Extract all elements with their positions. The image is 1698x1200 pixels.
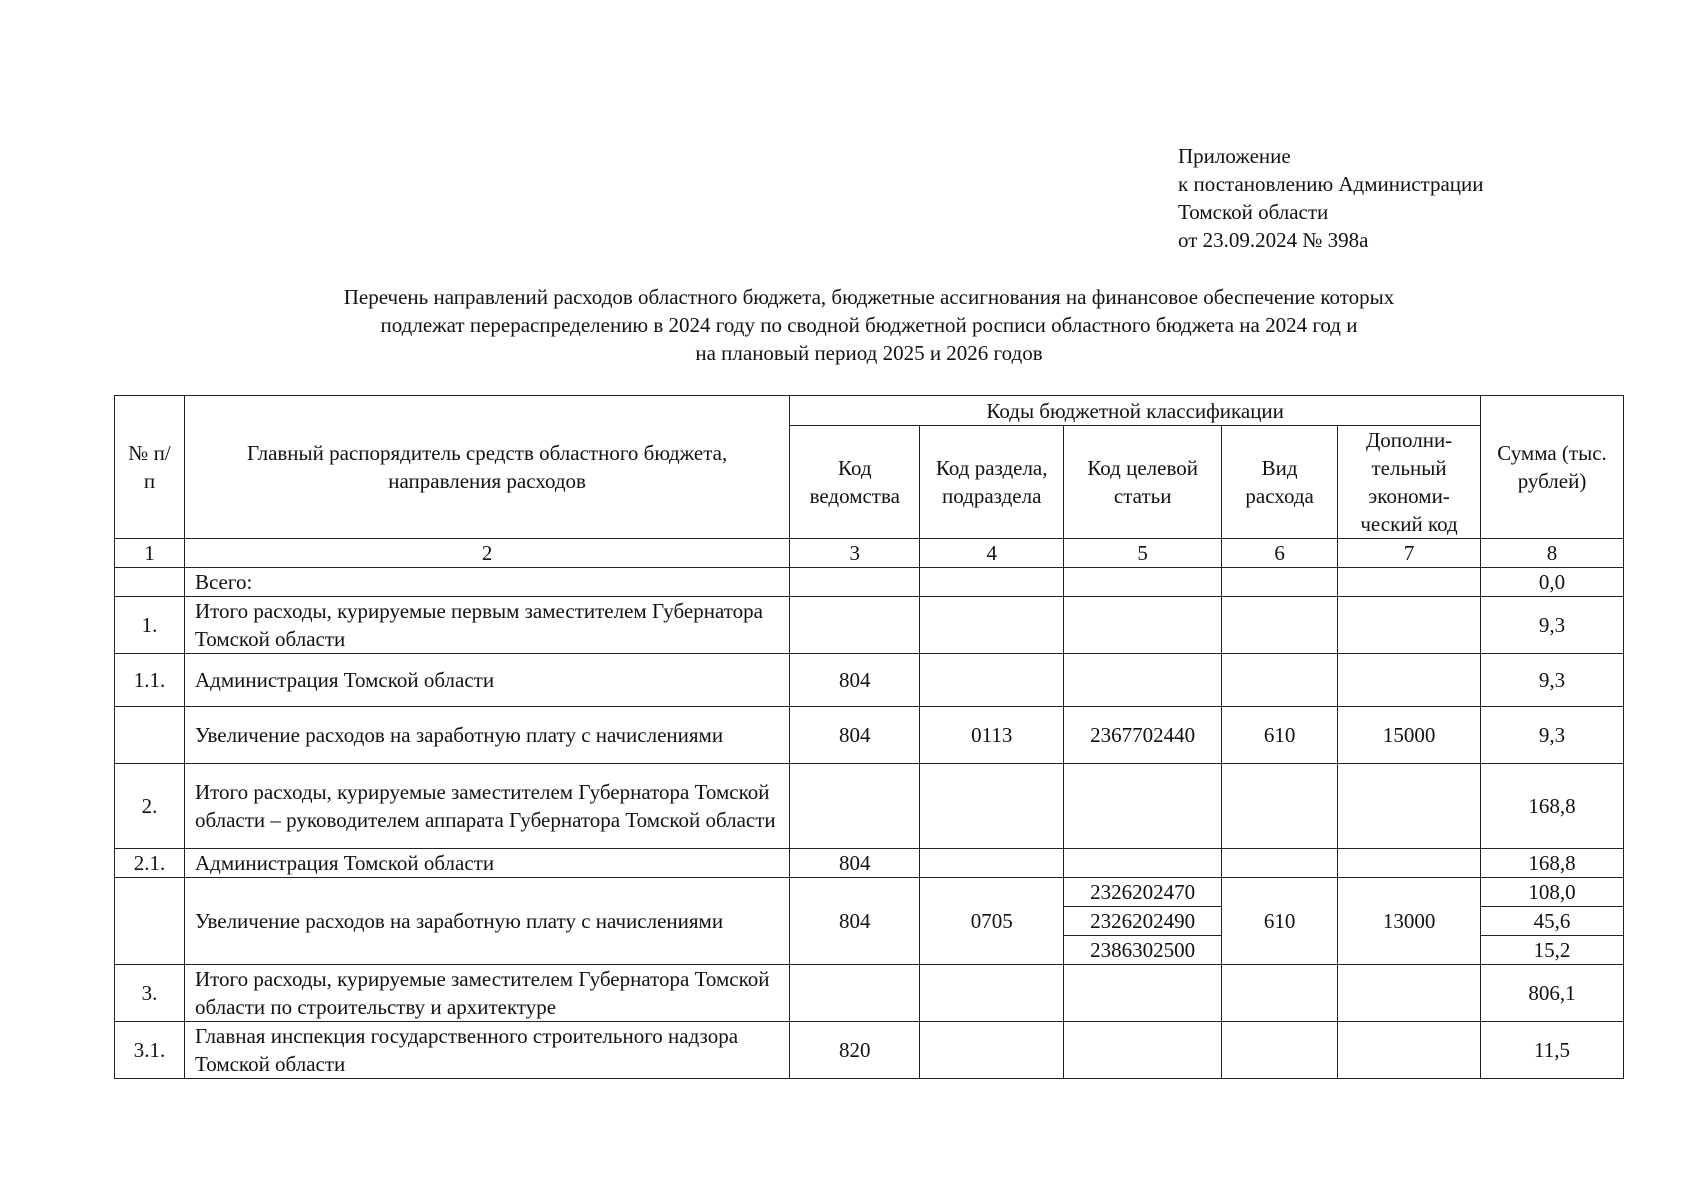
cell-dept: 804 — [790, 849, 920, 878]
table-row — [115, 849, 1624, 878]
title-line-1: Перечень направлений расходов областного бюджета, бюджетные ассигнования на финансовое обеспечение которых — [343, 285, 1395, 309]
header-row-1 — [115, 396, 1624, 426]
cell-expense-type — [1222, 849, 1338, 878]
cell-num: 3.1. — [115, 1022, 185, 1079]
cell-num: 1.1. — [115, 654, 185, 707]
cell-econ: 13000 — [1338, 878, 1481, 965]
cell-section: 0113 — [920, 707, 1064, 764]
cell-section — [920, 849, 1064, 878]
col-number: 4 — [920, 539, 1064, 568]
cell-target — [1064, 654, 1222, 707]
header-name: Главный распорядитель средств областного бюджета, направления расходов — [184, 396, 789, 539]
cell-target: 2326202470 — [1064, 878, 1222, 907]
cell-target — [1064, 965, 1222, 1022]
cell-dept — [790, 965, 920, 1022]
cell-expense-type — [1222, 597, 1338, 654]
cell-section — [920, 654, 1064, 707]
col-number: 5 — [1064, 539, 1222, 568]
column-numbers-row — [115, 539, 1624, 568]
cell-econ — [1338, 764, 1481, 849]
cell-name: Администрация Томской области — [184, 849, 789, 878]
cell-sum: 9,3 — [1481, 654, 1624, 707]
budget-table — [114, 395, 1624, 1079]
cell-section — [920, 965, 1064, 1022]
cell-econ — [1338, 849, 1481, 878]
header-dept-code: Код ведомства — [790, 426, 920, 539]
table-row-total — [115, 568, 1624, 597]
col-number: 2 — [184, 539, 789, 568]
cell-dept: 820 — [790, 1022, 920, 1079]
appendix-line-2: к постановлению Администрации — [1178, 172, 1484, 196]
appendix-line-1: Приложение — [1178, 144, 1291, 168]
table-row — [115, 764, 1624, 849]
cell-dept: 804 — [790, 878, 920, 965]
cell-num: 2.1. — [115, 849, 185, 878]
table-row — [115, 1022, 1624, 1079]
cell-econ — [1338, 568, 1481, 597]
cell-sum: 9,3 — [1481, 597, 1624, 654]
header-target-code: Код целевой статьи — [1064, 426, 1222, 539]
cell-name: Главная инспекция государственного строительного надзора Томской области — [184, 1022, 789, 1079]
cell-name: Итого расходы, курируемые первым заместителем Губернатора Томской области — [184, 597, 789, 654]
cell-name: Итого расходы, курируемые заместителем Губернатора Томской области – руководителем аппарата Губернатора Томской области — [184, 764, 789, 849]
cell-section — [920, 568, 1064, 597]
col-number: 8 — [1481, 539, 1624, 568]
cell-dept: 804 — [790, 707, 920, 764]
cell-num — [115, 878, 185, 965]
cell-expense-type — [1222, 1022, 1338, 1079]
cell-econ — [1338, 965, 1481, 1022]
cell-sum: 0,0 — [1481, 568, 1624, 597]
title-line-2: подлежат перераспределению в 2024 году по сводной бюджетной росписи областного бюджета на 2024 год и — [380, 313, 1358, 337]
cell-name: Увеличение расходов на заработную плату с начислениями — [184, 707, 789, 764]
cell-sum: 45,6 — [1481, 907, 1624, 936]
cell-expense-type — [1222, 654, 1338, 707]
cell-sum: 9,3 — [1481, 707, 1624, 764]
cell-target: 2367702440 — [1064, 707, 1222, 764]
cell-target — [1064, 597, 1222, 654]
cell-dept — [790, 597, 920, 654]
cell-expense-type — [1222, 965, 1338, 1022]
cell-econ: 15000 — [1338, 707, 1481, 764]
cell-section — [920, 764, 1064, 849]
header-section-code: Код раздела, подраздела — [920, 426, 1064, 539]
cell-expense-type: 610 — [1222, 707, 1338, 764]
cell-target — [1064, 1022, 1222, 1079]
cell-target — [1064, 568, 1222, 597]
col-number: 6 — [1222, 539, 1338, 568]
title-line-3: на плановый период 2025 и 2026 годов — [695, 341, 1043, 365]
cell-num: 2. — [115, 764, 185, 849]
header-num: № п/п — [115, 396, 185, 539]
cell-expense-type — [1222, 764, 1338, 849]
cell-dept: 804 — [790, 654, 920, 707]
cell-target: 2386302500 — [1064, 936, 1222, 965]
cell-name: Итого расходы, курируемые заместителем Губернатора Томской области по строительству и архитектуре — [184, 965, 789, 1022]
cell-name: Администрация Томской области — [184, 654, 789, 707]
cell-expense-type — [1222, 568, 1338, 597]
table-row — [115, 707, 1624, 764]
col-number: 7 — [1338, 539, 1481, 568]
appendix-line-4: от 23.09.2024 № 398а — [1178, 228, 1369, 252]
cell-num: 3. — [115, 965, 185, 1022]
cell-name: Всего: — [184, 568, 789, 597]
cell-section — [920, 597, 1064, 654]
cell-econ — [1338, 654, 1481, 707]
cell-target — [1064, 764, 1222, 849]
cell-dept — [790, 568, 920, 597]
col-number: 3 — [790, 539, 920, 568]
cell-target — [1064, 849, 1222, 878]
cell-name: Увеличение расходов на заработную плату с начислениями — [184, 878, 789, 965]
table-row — [115, 965, 1624, 1022]
col-number: 1 — [115, 539, 185, 568]
table-row — [115, 597, 1624, 654]
cell-sum: 168,8 — [1481, 849, 1624, 878]
header-sum: Сумма (тыс. рублей) — [1481, 396, 1624, 539]
table-row — [115, 654, 1624, 707]
appendix-note — [1178, 142, 1484, 254]
cell-sum: 168,8 — [1481, 764, 1624, 849]
cell-section: 0705 — [920, 878, 1064, 965]
appendix-line-3: Томской области — [1178, 200, 1329, 224]
cell-econ — [1338, 1022, 1481, 1079]
header-econ-code: Дополни-тельный экономи-ческий код — [1338, 426, 1481, 539]
document-title — [200, 283, 1538, 367]
cell-num: 1. — [115, 597, 185, 654]
cell-sum: 806,1 — [1481, 965, 1624, 1022]
table-row — [115, 878, 1624, 907]
cell-expense-type: 610 — [1222, 878, 1338, 965]
cell-dept — [790, 764, 920, 849]
cell-num — [115, 707, 185, 764]
cell-target: 2326202490 — [1064, 907, 1222, 936]
cell-section — [920, 1022, 1064, 1079]
cell-sum: 108,0 — [1481, 878, 1624, 907]
cell-sum: 11,5 — [1481, 1022, 1624, 1079]
header-codes-group: Коды бюджетной классификации — [790, 396, 1481, 426]
cell-num — [115, 568, 185, 597]
header-expense-type: Вид расхода — [1222, 426, 1338, 539]
cell-sum: 15,2 — [1481, 936, 1624, 965]
cell-econ — [1338, 597, 1481, 654]
